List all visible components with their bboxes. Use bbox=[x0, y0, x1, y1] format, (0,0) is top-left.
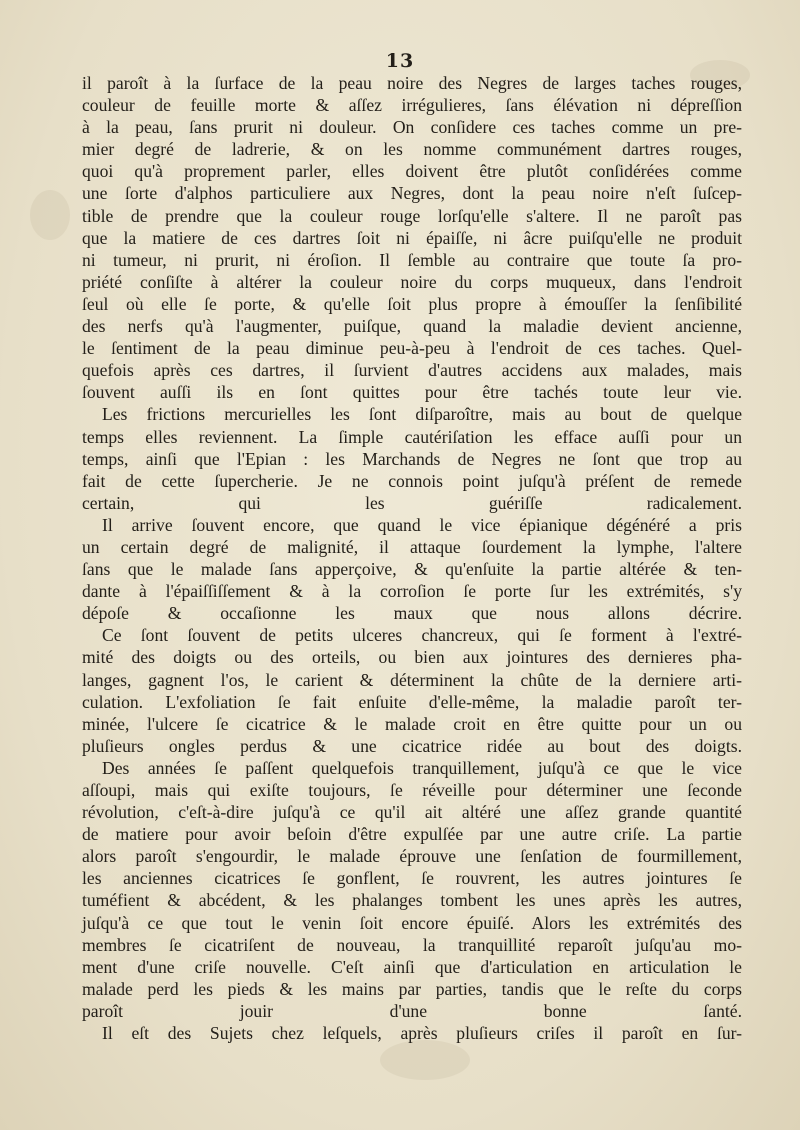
text-line: malade perd les pieds & les mains par parties, tandis que le reſte du corps bbox=[82, 978, 742, 999]
text-line: des nerfs qu'à l'augmenter, puiſque, quand la maladie devient ancienne, bbox=[82, 316, 742, 337]
text-line: dépoſe & occaſionne les maux que nous allons décrire. bbox=[82, 603, 742, 624]
text-line: fait de cette ſupercherie. Je ne connois point juſqu'à préſent de remede bbox=[82, 470, 742, 491]
text-line: culation. L'exfoliation ſe fait enſuite d'elle-même, la maladie paroît ter- bbox=[82, 691, 742, 712]
text-line: quefois après ces dartres, il ſurvient d'autres accidens aux malades, mais bbox=[82, 360, 742, 381]
text-line: un certain degré de malignité, il attaque ſourdement la lymphe, l'altere bbox=[82, 536, 742, 557]
body-text bbox=[82, 72, 742, 1044]
text-line: Les frictions mercurielles les ſont diſparoître, mais au bout de quelque bbox=[102, 404, 742, 425]
text-line: de matiere pour avoir beſoin d'être expulſée par une autre criſe. La partie bbox=[82, 824, 742, 845]
text-line: quoi qu'à proprement parler, elles doivent être plutôt conſidérées comme bbox=[82, 161, 742, 182]
text-line: priété conſiſte à altérer la couleur noire du corps muqueux, dans l'endroit bbox=[82, 271, 742, 292]
paper-stain bbox=[30, 190, 70, 240]
text-line: langes, gagnent l'os, le carient & déterminent la chûte de la derniere arti- bbox=[82, 669, 742, 690]
text-line: il paroît à la ſurface de la peau noire des Negres de larges taches rouges, bbox=[82, 73, 742, 93]
text-line: aſſoupi, mais qui exiſte toujours, ſe réveille pour déterminer une ſeconde bbox=[82, 780, 742, 800]
text-line: pluſieurs ongles perdus & une cicatrice ridée au bout des doigts. bbox=[82, 735, 742, 756]
text-line: paroît jouir d'une bonne ſanté. bbox=[82, 1000, 742, 1021]
text-line: que la matiere de ces dartres ſoit ni épaiſſe, ni âcre puiſqu'elle ne produit bbox=[82, 227, 742, 248]
text-line: certain, qui les guériſſe radicalement. bbox=[82, 492, 742, 513]
page-number: 13 bbox=[385, 50, 415, 72]
text-line: ſouvent auſſi ils en ſont quittes pour être tachés toute leur vie. bbox=[82, 382, 742, 403]
text-line: temps, ainſi que l'Epian : les Marchands de Negres ne ſont que trop au bbox=[82, 448, 742, 469]
text-line: Des années ſe paſſent quelquefois tranquillement, juſqu'à ce que le vice bbox=[102, 757, 742, 778]
text-line: mier degré de ladrerie, & on les nomme communément dartres rouges, bbox=[82, 139, 742, 160]
text-line: temps elles reviennent. La ſimple cautériſation les efface auſſi pour un bbox=[82, 426, 742, 447]
text-line: Il arrive ſouvent encore, que quand le vice épianique dégénéré a pris bbox=[102, 514, 742, 535]
text-line: couleur de feuille morte & aſſez irrégulieres, ſans élévation ni dépreſſion bbox=[82, 95, 742, 116]
text-line: membres ſe cicatriſent de nouveau, la tranquillité reparoît juſqu'au mo- bbox=[82, 934, 742, 955]
text-line: les anciennes cicatrices ſe gonflent, ſe rouvrent, les autres jointures ſe bbox=[82, 868, 742, 889]
text-line: une ſorte d'alphos particuliere aux Negres, dont la peau noire n'eſt ſuſcep- bbox=[82, 183, 742, 204]
text-line: alors paroît s'engourdir, le malade éprouve une ſenſation de fourmillement, bbox=[82, 846, 742, 867]
text-line: ment d'une criſe nouvelle. C'eſt ainſi que d'articulation en articulation le bbox=[82, 956, 742, 977]
text-line: tuméfient & abcédent, & les phalanges tombent les unes après les autres, bbox=[82, 890, 742, 911]
text-line: Ce ſont ſouvent de petits ulceres chancreux, qui ſe forment à l'extré- bbox=[102, 625, 742, 646]
text-line: révolution, c'eſt-à-dire juſqu'à ce qu'il ait altéré une aſſez grande quantité bbox=[82, 802, 742, 823]
text-line: ſeul où elle ſe porte, & qu'elle ſoit plus propre à émouſſer la ſenſibilité bbox=[82, 293, 742, 314]
text-line: ſans que le malade ſans apperçoive, & qu'enſuite la partie altérée & ten- bbox=[82, 559, 742, 580]
text-line: mité des doigts ou des orteils, ou bien aux jointures des dernieres pha- bbox=[82, 647, 742, 668]
paper-stain bbox=[380, 1040, 470, 1080]
text-line: à la peau, ſans prurit ni douleur. On conſidere ces taches comme un pre- bbox=[82, 117, 742, 138]
text-line: le ſentiment de la peau diminue peu-à-peu à l'endroit de ces taches. Quel- bbox=[82, 338, 742, 359]
text-line: tible de prendre que la couleur rouge lorſqu'elle s'altere. Il ne paroît pas bbox=[82, 205, 742, 226]
text-line: minée, l'ulcere ſe cicatrice & le malade croit en être quitte pour un ou bbox=[82, 713, 742, 734]
text-line: dante à l'épaiſſiſſement & à la corroſion ſe porte ſur les extrémités, s'y bbox=[82, 581, 742, 602]
text-line: ni tumeur, ni prurit, ni éroſion. Il ſemble au contraire que toute ſa pro- bbox=[82, 249, 742, 270]
text-line: juſqu'à ce que tout le venin ſoit encore épuiſé. Alors les extrémités des bbox=[82, 912, 742, 933]
text-line: Il eſt des Sujets chez leſquels, après pluſieurs criſes il paroît en ſur- bbox=[102, 1023, 742, 1044]
